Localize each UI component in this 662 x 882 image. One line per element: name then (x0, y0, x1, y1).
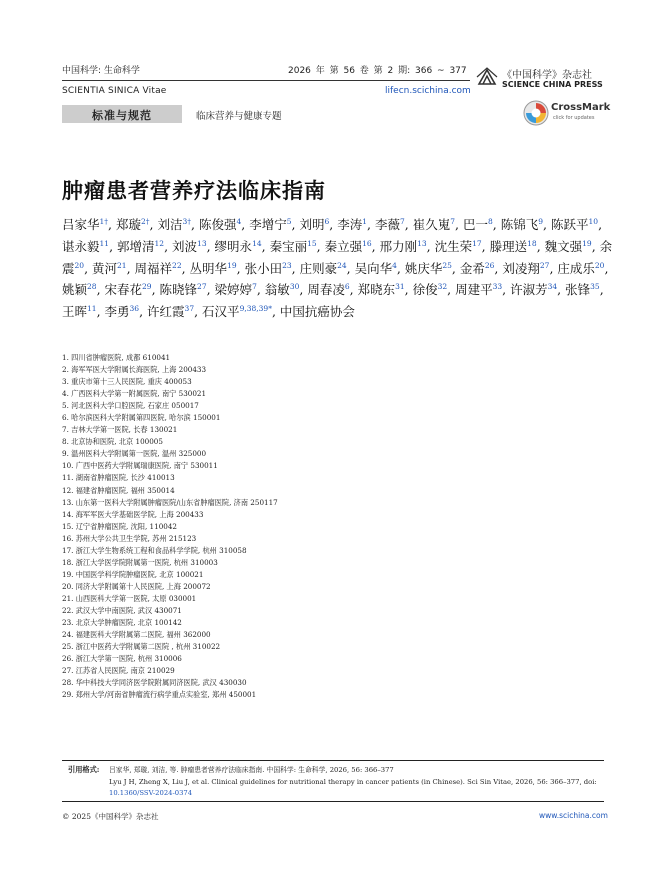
author-name: 翁敏 (264, 282, 290, 298)
affiliation-item: 27. 江苏省人民医院, 南京 210029 (62, 666, 175, 676)
author-name: 刘洁 (157, 217, 183, 232)
publisher-name-cn: 《中国科学》杂志社 (502, 70, 592, 81)
author-affiliation-marker[interactable]: 9,38,39* (239, 304, 272, 314)
author (375, 217, 405, 232)
author-affiliation-marker[interactable]: 16 (362, 238, 372, 248)
affiliation-item: 21. 山西医科大学第一医院, 太原 030001 (62, 593, 197, 603)
affiliation-item: 4. 广西医科大学第一附属医院, 南宁 530021 (62, 389, 207, 399)
author-name: 刘凌翔 (502, 260, 540, 276)
author-affiliation-marker[interactable]: 6 (344, 282, 350, 292)
author (490, 239, 537, 254)
affiliation-item: 18. 浙江大学医学院附属第一医院, 杭州 310003 (62, 557, 218, 567)
journal-name-cn: 中国科学: 生命科学 (62, 66, 140, 76)
author (300, 261, 347, 276)
citation-label: 引用格式: (68, 765, 100, 774)
author-name: 梁婷婷 (214, 282, 253, 298)
author-name: 刘明 (299, 217, 325, 232)
author-affiliation-marker[interactable]: 4 (236, 217, 242, 226)
affiliation-item: 2. 海军军医大学附属长海医院, 上海 200433 (62, 365, 207, 375)
author (337, 217, 367, 232)
author-affiliation-marker[interactable]: 20 (74, 260, 85, 270)
author-name: 刘波 (172, 238, 198, 254)
author-name: 陈锦飞 (500, 217, 539, 232)
author-name: 李增宁 (249, 217, 287, 232)
author-affiliation-marker[interactable]: 1† (99, 217, 109, 226)
author-affiliation-marker[interactable]: 18 (527, 238, 537, 248)
author-name: 陈晓锋 (159, 282, 198, 298)
author (380, 239, 427, 254)
author-name: 陈俊强 (199, 217, 237, 232)
issue-info: 2026 年 第 56 卷 第 2 期: 366 ~ 377 (288, 66, 467, 76)
affiliation-item: 11. 湖南省肿瘤医院, 长沙 410013 (62, 473, 175, 483)
author (280, 304, 355, 319)
author-affiliation-marker[interactable]: 20 (594, 260, 605, 270)
author (270, 239, 317, 254)
author-affiliation-marker[interactable]: 24 (337, 260, 347, 270)
author (413, 282, 448, 297)
author (62, 217, 108, 232)
author (62, 304, 97, 319)
author-name: 吕家华 (62, 217, 100, 232)
author (501, 217, 543, 232)
publisher-logo-icon (476, 66, 498, 88)
author (105, 282, 152, 297)
affiliation-item: 28. 华中科技大学同济医学院附属同济医院, 武汉 430030 (62, 678, 247, 688)
author-affiliation-marker[interactable]: 28 (87, 282, 97, 292)
author-affiliation-marker[interactable]: 7 (450, 217, 456, 226)
author (147, 304, 194, 319)
author-affiliation-marker[interactable]: 2† (141, 217, 150, 226)
author-affiliation-marker[interactable]: 3† (182, 217, 192, 226)
author (117, 239, 164, 254)
crossmark-badge[interactable] (523, 100, 611, 128)
author-name: 姚庆华 (404, 260, 443, 276)
crossmark-icon (523, 100, 549, 126)
author-affiliation-marker[interactable]: 29 (142, 282, 152, 292)
author (172, 239, 207, 254)
author-name: 李薇 (375, 217, 401, 232)
affiliation-item: 12. 福建省肿瘤医院, 福州 350014 (62, 485, 175, 495)
author-affiliation-marker[interactable]: 9 (538, 217, 544, 226)
author-name: 秦立强 (324, 238, 363, 254)
affiliation-item: 6. 哈尔滨医科大学附属第四医院, 哈尔滨 150001 (62, 413, 221, 423)
author (62, 282, 97, 297)
author-affiliation-marker[interactable]: 34 (547, 282, 558, 292)
author-name: 张锋 (565, 282, 591, 298)
author-name: 郑晓东 (357, 282, 396, 298)
author (435, 239, 482, 254)
author-affiliation-marker[interactable]: 31 (395, 282, 405, 292)
citation-cn: 吕家华, 郑璇, 刘洁, 等. 肿瘤患者营养疗法临床指南. 中国科学: 生命科学, 2026, 56: 366–377 (109, 766, 394, 774)
author (307, 282, 349, 297)
affiliation-item: 29. 郑州大学/河南省肿瘤流行病学重点实验室, 郑州 450001 (62, 690, 257, 700)
citation-doi-link[interactable]: 10.1360/SSV-2024-0374 (109, 789, 193, 797)
topic-label: 临床营养与健康专题 (196, 111, 282, 122)
author-name: 沈生荣 (434, 238, 473, 254)
affiliation-item: 26. 浙江大学第一医院, 杭州 310006 (62, 654, 182, 664)
author-affiliation-marker[interactable]: 15 (307, 238, 317, 248)
author-name: 许红霞 (147, 304, 185, 320)
author-name: 宋春花 (104, 282, 143, 298)
affiliation-item: 17. 浙江大学生物系统工程和食品科学学院, 杭州 310058 (62, 545, 247, 555)
affiliation-item: 7. 吉林大学第一医院, 长春 130021 (62, 425, 178, 435)
author-name: 崔久嵬 (412, 217, 451, 232)
author-name: 邢力刚 (379, 238, 418, 254)
affiliation-item: 22. 武汉大学中南医院, 武汉 430071 (62, 605, 182, 615)
author-name: 庄则豪 (299, 260, 338, 276)
author-name: 庄成乐 (557, 260, 595, 276)
author-name: 石汉平 (202, 304, 240, 320)
author (116, 217, 150, 232)
author-name: 缪明永 (214, 238, 253, 254)
section-label: 标准与规范 (92, 109, 152, 122)
author (92, 261, 127, 276)
author-affiliation-marker[interactable]: 12 (154, 238, 165, 248)
author-affiliation-marker[interactable]: 37 (184, 304, 195, 314)
author (463, 217, 493, 232)
publisher-name-en: SCIENCE CHINA PRESS (502, 80, 603, 89)
author-affiliation-marker[interactable]: 11 (99, 238, 110, 248)
author (135, 261, 182, 276)
author (358, 282, 405, 297)
author-affiliation-marker[interactable]: 17 (472, 238, 482, 248)
author-affiliation-marker[interactable]: 5 (286, 217, 292, 226)
author-affiliation-marker[interactable]: 1 (362, 217, 368, 226)
author (355, 261, 397, 276)
author (105, 304, 140, 319)
author-name: 周春凌 (307, 282, 345, 298)
author-name: 徐俊 (412, 282, 438, 298)
affiliation-item: 16. 苏州大学公共卫生学院, 苏州 215123 (62, 533, 197, 543)
author-affiliation-marker[interactable]: 25 (442, 260, 452, 270)
author-name: 李涛 (337, 217, 363, 232)
affiliation-item: 1. 四川省肿瘤医院, 成都 610041 (62, 353, 171, 362)
author-affiliation-marker[interactable]: 11 (87, 304, 97, 314)
author (405, 261, 452, 276)
author (510, 282, 557, 297)
author-affiliation-marker[interactable]: 7 (400, 217, 405, 226)
affiliation-item: 25. 浙江中医药大学附属第二医院 , 杭州 310022 (62, 642, 221, 652)
author-name: 周福祥 (134, 260, 173, 276)
author-affiliation-marker[interactable]: 27 (539, 260, 550, 270)
author (557, 261, 604, 276)
author-name: 吴向华 (354, 260, 393, 276)
author (455, 282, 502, 297)
author (413, 217, 455, 232)
author-list: 吕家华$^{1\dagger}$, 郑璇$^{2\dagger}$, 刘洁$^{3\dagger}$, 陈俊强$^4$, 李增宁$^5$, 刘明$^6$, 李涛$^1$, 李薇$^7$, 崔久嵬$^7$, 巴一$^8$, 陈锦飞$^9$, 陈跃平$^{10}$, 谌永毅$^{11}$, 郭增清$^{12}$, 刘波$^{13}$, 缪明永$^{14}$, 秦宝丽$^{15}$, 秦立强$^{16}$, 邢力刚$^{13}$, 沈生荣$^{17}$, 滕理送$^{18}$, 魏文强$^{19}$, 余震$^{20}$, 黄河$^{21}$, 周福祥$^{22}$, 丛明华$^{19}$, 张小田$^{23}$, 庄则豪$^{24}$, 吴向华$^4$, 姚庆华$^{25}$, 金希$^{26}$, 刘凌翔$^{27}$, 庄成乐$^{20}$, 姚颖$^{28}$, 宋春花$^{29}$, 陈晓锋$^{27}$, 梁婷婷$^7$, 翁敏$^{30}$, 周春凌$^6$, 郑晓东$^{31}$, 徐俊$^{32}$, 周建平$^{33}$, 许淑芳$^{34}$, 张锋$^{35}$, 王晖$^{11}$, 李勇$^{36}$, 许红霞$^{37}$, 石汉平$^{9,38,39*}$, 中国抗癌协会 (62, 217, 613, 320)
journal-name-en: SCIENTIA SINICA Vitae (62, 86, 167, 96)
crossmark-label: CrossMark (551, 102, 611, 113)
author-affiliation-marker[interactable]: 26 (484, 260, 495, 270)
copyright-notice: © 2025《中国科学》杂志社 (62, 812, 159, 821)
affiliation-item: 5. 河北医科大学口腔医院, 石家庄 050017 (62, 401, 199, 411)
author (249, 217, 291, 232)
publisher-logo (476, 66, 606, 96)
article-title: 肿瘤患者营养疗法临床指南 (62, 178, 326, 203)
affiliation-item: 20. 同济大学附属第十人民医院, 上海 200072 (62, 581, 211, 591)
author-affiliation-marker[interactable]: 22 (172, 260, 182, 270)
author-affiliation-marker[interactable]: 13 (197, 238, 207, 248)
author-name: 中国抗癌协会 (279, 304, 355, 320)
affiliation-item: 14. 海军军医大学基础医学院, 上海 200433 (62, 509, 204, 519)
author-name: 黄河 (92, 260, 118, 276)
author-affiliation-marker[interactable]: 8 (488, 217, 493, 226)
author-affiliation-marker[interactable]: 4 (392, 260, 397, 270)
author-affiliation-marker[interactable]: 32 (437, 282, 448, 292)
crossmark-sublabel: click for updates (553, 115, 595, 121)
author-affiliation-marker[interactable]: 36 (129, 304, 140, 314)
author-name: 王晖 (62, 304, 88, 320)
affiliation-item: 15. 辽宁省肿瘤医院, 沈阳, 110042 (62, 521, 177, 531)
author-name: 张小田 (244, 260, 283, 276)
author-affiliation-marker[interactable]: 6 (324, 217, 330, 226)
citation-en (109, 777, 603, 800)
author (158, 217, 192, 232)
header-divider (62, 80, 470, 81)
author-name: 郭增清 (117, 238, 155, 254)
affiliation-item: 10. 广西中医药大学附属瑞康医院, 南宁 530011 (62, 461, 218, 471)
affiliation-item: 3. 重庆市第十三人民医院, 重庆 400053 (62, 377, 192, 387)
author-name: 秦宝丽 (269, 238, 308, 254)
author (300, 217, 330, 232)
author (199, 217, 241, 232)
author-affiliation-marker[interactable]: 27 (197, 282, 207, 292)
author (202, 304, 272, 319)
citation-text (109, 765, 603, 800)
affiliation-item: 8. 北京协和医院, 北京 100005 (62, 437, 163, 447)
author (565, 282, 600, 297)
author (215, 239, 262, 254)
author-affiliation-marker[interactable]: 33 (492, 282, 503, 292)
footer-website-link[interactable]: www.scichina.com (539, 811, 608, 820)
author-affiliation-marker[interactable]: 19 (582, 238, 592, 248)
affiliation-item: 23. 北京大学肿瘤医院, 北京 100142 (62, 618, 182, 628)
author-affiliation-marker[interactable]: 10 (588, 217, 599, 226)
author-name: 许淑芳 (510, 282, 548, 298)
author-affiliation-marker[interactable]: 7 (252, 282, 257, 292)
author-affiliation-marker[interactable]: 13 (417, 238, 427, 248)
author-name: 余震 (62, 238, 613, 276)
author-name: 滕理送 (489, 238, 528, 254)
author-affiliation-marker[interactable]: 14 (252, 238, 262, 248)
author-name: 李勇 (104, 304, 130, 320)
author (551, 217, 598, 232)
citation-en-text: Lyu J H, Zheng X, Liu J, et al. Clinical guidelines for nutritional therapy in cancer patients (in Chinese). Sci Sin Vitae, 2026, 56: 366–377, doi: (109, 777, 597, 786)
author (502, 261, 549, 276)
author (545, 239, 592, 254)
author-affiliation-marker[interactable]: 21 (117, 260, 127, 270)
author (160, 282, 207, 297)
author (215, 282, 257, 297)
author-name: 郑璇 (116, 217, 142, 232)
author-affiliation-marker[interactable]: 23 (282, 260, 292, 270)
author (245, 261, 292, 276)
author-name: 姚颖 (62, 282, 88, 298)
author-affiliation-marker[interactable]: 19 (227, 260, 237, 270)
affiliation-list (62, 352, 622, 701)
author-name: 谌永毅 (62, 238, 100, 254)
author-affiliation-marker[interactable]: 35 (590, 282, 600, 292)
affiliation-item: 24. 福建医科大学附属第二医院, 福州 362000 (62, 630, 211, 640)
author-name: 丛明华 (189, 260, 228, 276)
author (62, 239, 109, 254)
author-name: 魏文强 (544, 238, 583, 254)
author-affiliation-marker[interactable]: 30 (289, 282, 300, 292)
author (460, 261, 495, 276)
affiliation-item: 19. 中国医学科学院肿瘤医院, 北京 100021 (62, 569, 204, 579)
author-name: 周建平 (455, 282, 493, 298)
author-name: 金希 (459, 260, 485, 276)
author (190, 261, 237, 276)
author (325, 239, 372, 254)
author-name: 巴一 (463, 217, 489, 232)
affiliation-item: 13. 山东第一医科大学附属肿瘤医院/山东省肿瘤医院, 济南 250117 (62, 497, 278, 507)
affiliation-item: 9. 温州医科大学附属第一医院, 温州 325000 (62, 449, 207, 459)
journal-url-link[interactable]: lifecn.scichina.com (385, 86, 471, 96)
author-name: 陈跃平 (551, 217, 589, 232)
author (265, 282, 300, 297)
